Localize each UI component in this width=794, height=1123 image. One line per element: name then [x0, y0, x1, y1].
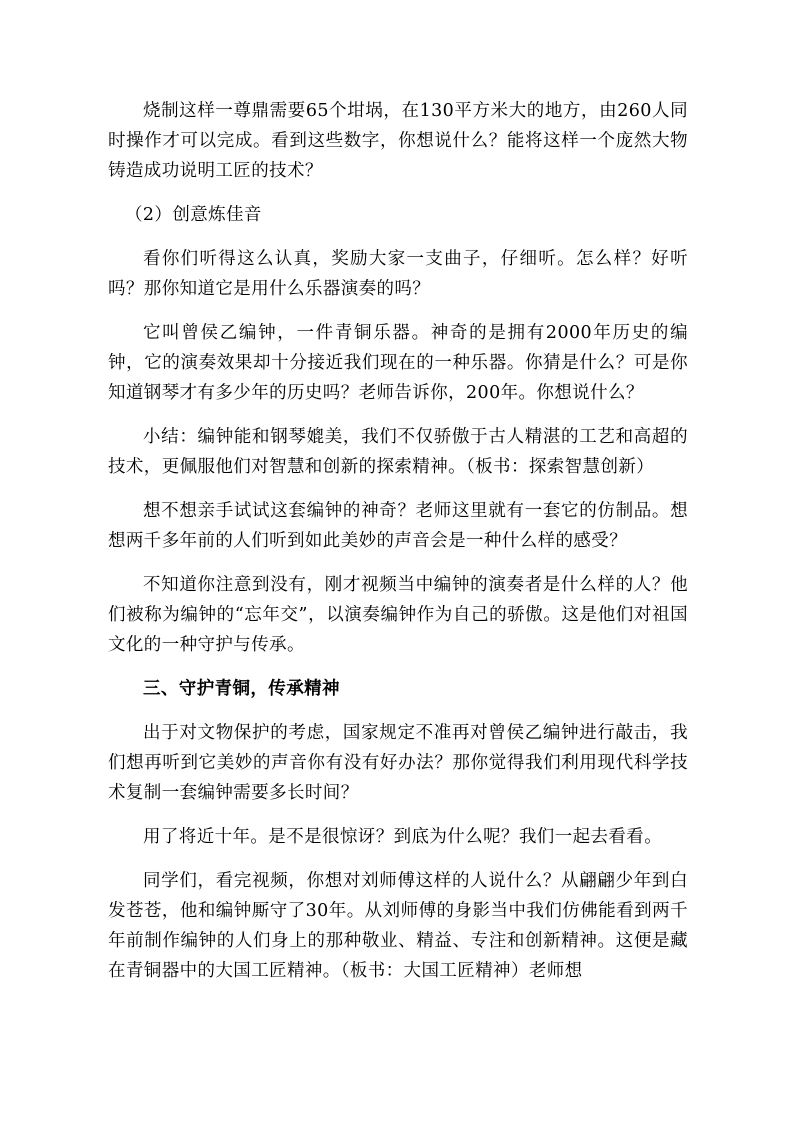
paragraph-performers: 不知道你注意到没有，刚才视频当中编钟的演奏者是什么样的人？他们被称为编钟的“忘年交”，以演奏编钟作为自己的骄傲。这是他们对祖国文化的一种守护与传承。: [108, 575, 688, 655]
paragraph-master-liu: 同学们，看完视频，你想对刘师傅这样的人说什么？从翩翩少年到白发苍苍，他和编钟厮守了30年。从刘师傅的身影当中我们仿佛能看到两千年前制作编钟的人们身上的那种敬业、精益、专注和创新精神。这便是藏在青铜器中的大国工匠精神。（板书：大国工匠精神）老师想: [108, 871, 688, 981]
paragraph-listen-music: 看你们听得这么认真，奖励大家一支曲子，仔细听。怎么样？好听吗？那你知道它是用什么乐器演奏的吗？: [108, 249, 688, 299]
subheading-creative-music: （2）创意炼佳音: [125, 205, 262, 225]
section-heading-guard-bronze: 三、守护青铜，传承精神: [143, 679, 340, 699]
paragraph-protection: 出于对文物保护的考虑，国家规定不准再对曾侯乙编钟进行敲击，我们想再听到它美妙的声音你有没有好办法？那你觉得我们利用现代科学技术复制一套编钟需要多长时间？: [108, 723, 688, 803]
paragraph-replica-try: 想不想亲手试试这套编钟的神奇？老师这里就有一套它的仿制品。想想两千多年前的人们听到如此美妙的声音会是一种什么样的感受？: [108, 501, 688, 551]
paragraph-ten-years: 用了将近十年。是不是很惊讶？到底为什么呢？我们一起去看看。: [143, 827, 663, 847]
paragraph-bianzhong-intro: 它叫曾侯乙编钟，一件青铜乐器。神奇的是拥有2000年历史的编钟，它的演奏效果却十分接近我们现在的一种乐器。你猜是什么？可是你知道钢琴才有多少年的历史吗？老师告诉你，200年。你想说什么？: [108, 323, 688, 403]
paragraph-summary: 小结：编钟能和钢琴媲美，我们不仅骄傲于古人精湛的工艺和高超的技术，更佩服他们对智慧和创新的探索精神。（板书：探索智慧创新）: [108, 427, 688, 477]
paragraph-ding-casting: 烧制这样一尊鼎需要65个坩埚，在130平方米大的地方，由260人同时操作才可以完成。看到这些数字，你想说什么？能将这样一个庞然大物铸造成功说明工匠的技术？: [108, 101, 688, 181]
document-page: [108, 96, 688, 1000]
